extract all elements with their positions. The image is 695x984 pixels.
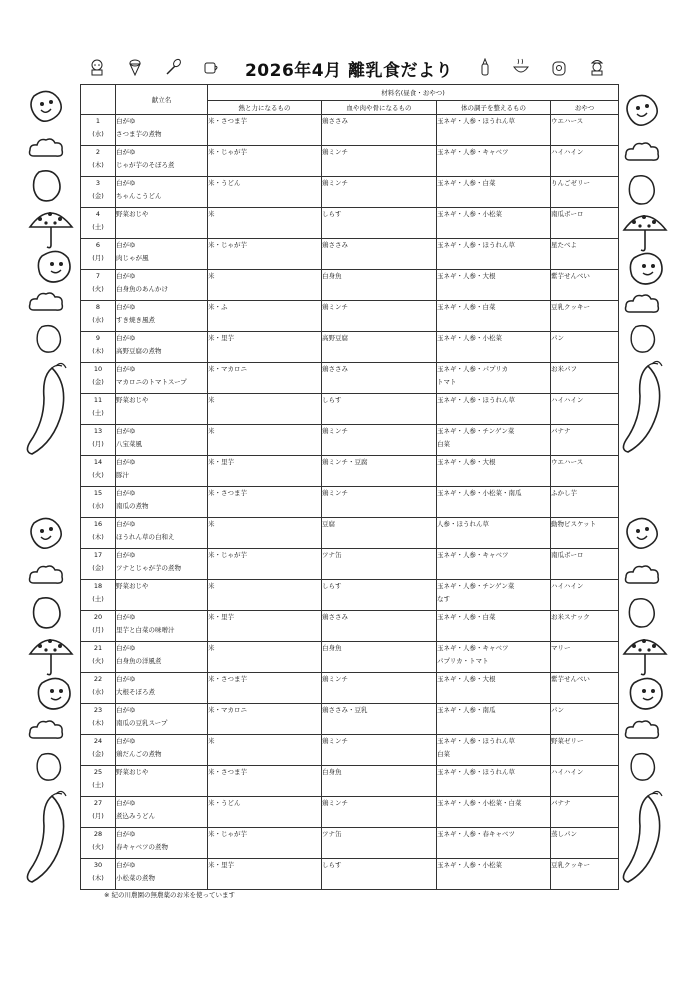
- bean-icon: [30, 168, 64, 204]
- energy-cell: 米・じゃが芋: [208, 146, 322, 177]
- umbrella-icon: [620, 632, 670, 678]
- header-blood: 血や肉や骨になるもの: [322, 101, 437, 115]
- date-cell: [81, 208, 116, 239]
- snack-cell: パン: [551, 704, 619, 735]
- condition-cell: 玉ネギ・人参・白菜: [437, 177, 551, 208]
- day-number: 23: [93, 706, 103, 714]
- day-number: 24: [93, 737, 103, 745]
- condition-cell: 玉ネギ・人参・キャベツ: [437, 549, 551, 580]
- blood-cell: 鶏ささみ: [322, 363, 437, 394]
- bean-character-icon: [622, 515, 662, 555]
- menu-cell: 白がゆ さつま芋の煮物: [116, 115, 208, 146]
- energy-cell: 米: [208, 270, 322, 301]
- date-cell: [81, 301, 116, 332]
- day-number: 30: [93, 861, 103, 869]
- snack-cell: お米パフ: [551, 363, 619, 394]
- day-number: 22: [93, 675, 103, 683]
- menu-cell: 白がゆ 小松菜の煮物: [116, 859, 208, 890]
- menu-cell: 野菜おじや: [116, 208, 208, 239]
- energy-cell: 米: [208, 580, 322, 611]
- condition-cell: 玉ネギ・人参・大根: [437, 673, 551, 704]
- date-cell: [81, 146, 116, 177]
- date-cell: [81, 673, 116, 704]
- table-row: [81, 704, 619, 735]
- day-of-week: (水): [92, 688, 104, 696]
- day-of-week: (金): [92, 192, 104, 200]
- snack-cell: お米スナック: [551, 611, 619, 642]
- day-of-week: (月): [92, 254, 104, 262]
- table-row: [81, 177, 619, 208]
- table-row: [81, 456, 619, 487]
- bowl-icon: [512, 58, 530, 76]
- bean-character-icon: [26, 515, 66, 555]
- condition-cell: 玉ネギ・人参・小松菜: [437, 208, 551, 239]
- energy-cell: 米・うどん: [208, 797, 322, 828]
- header-ingredients: 材料名(昼食・おやつ): [208, 85, 619, 101]
- blood-cell: しらす: [322, 859, 437, 890]
- day-number: 7: [95, 272, 101, 280]
- bean-icon: [626, 595, 658, 631]
- date-cell: [81, 487, 116, 518]
- snack-cell: 南瓜ボーロ: [551, 549, 619, 580]
- table-row: [81, 828, 619, 859]
- day-number: 17: [93, 551, 103, 559]
- day-of-week: (土): [92, 595, 104, 603]
- cloud-icon: [28, 563, 64, 589]
- snack-cell: 蒸しパン: [551, 828, 619, 859]
- snack-cell: バナナ: [551, 797, 619, 828]
- sweet-potato-icon: [618, 360, 668, 460]
- snack-cell: ハイハイン: [551, 766, 619, 797]
- cloud-icon: [622, 718, 662, 744]
- day-number: 20: [93, 613, 103, 621]
- menu-table: [80, 84, 619, 890]
- day-of-week: (木): [92, 874, 104, 882]
- cloud-icon: [26, 718, 66, 744]
- blood-cell: しらす: [322, 580, 437, 611]
- condition-cell: 玉ネギ・人参・ほうれん草: [437, 239, 551, 270]
- table-row: [81, 611, 619, 642]
- table-row: [81, 859, 619, 890]
- blood-cell: 鶏ミンチ・豆腐: [322, 456, 437, 487]
- blood-cell: 鶏ミンチ: [322, 797, 437, 828]
- condition-cell: 玉ネギ・人参・南瓜: [437, 704, 551, 735]
- energy-cell: 米: [208, 518, 322, 549]
- umbrella-icon: [620, 208, 670, 254]
- date-cell: [81, 766, 116, 797]
- page-title: 2026年4月 離乳食だより: [244, 61, 454, 81]
- blood-cell: 鶏ミンチ: [322, 735, 437, 766]
- menu-cell: 野菜おじや: [116, 580, 208, 611]
- snack-cell: バナナ: [551, 425, 619, 456]
- menu-cell: 白がゆ 高野豆腐の煮物: [116, 332, 208, 363]
- blood-cell: 豆腐: [322, 518, 437, 549]
- energy-cell: 米: [208, 425, 322, 456]
- condition-cell: 玉ネギ・人参・小松菜・白菜: [437, 797, 551, 828]
- day-number: 18: [93, 582, 103, 590]
- blood-cell: しらす: [322, 394, 437, 425]
- cloud-icon: [624, 563, 660, 589]
- day-of-week: (月): [92, 440, 104, 448]
- energy-cell: 米・じゃが芋: [208, 828, 322, 859]
- blood-cell: 白身魚: [322, 766, 437, 797]
- cloud-icon: [26, 290, 66, 316]
- date-cell: [81, 797, 116, 828]
- bean-icon: [628, 750, 658, 784]
- energy-cell: 米・さつま芋: [208, 115, 322, 146]
- menu-cell: 白がゆ 肉じゃが風: [116, 239, 208, 270]
- condition-cell: 玉ネギ・人参・ほうれん草: [437, 766, 551, 797]
- bean-icon: [626, 172, 658, 208]
- snack-cell: 野菜ゼリー: [551, 735, 619, 766]
- day-of-week: (木): [92, 533, 104, 541]
- date-cell: [81, 828, 116, 859]
- day-of-week: (木): [92, 347, 104, 355]
- day-of-week: (金): [92, 564, 104, 572]
- condition-cell: 玉ネギ・人参・ほうれん草 白菜: [437, 735, 551, 766]
- day-of-week: (火): [92, 471, 104, 479]
- blood-cell: 白身魚: [322, 270, 437, 301]
- table-row: [81, 301, 619, 332]
- bean-character-icon: [624, 250, 668, 290]
- energy-cell: 米: [208, 642, 322, 673]
- condition-cell: 玉ネギ・人参・パプリカ トマト: [437, 363, 551, 394]
- date-cell: [81, 549, 116, 580]
- menu-cell: 白がゆ 白身魚の洋風煮: [116, 642, 208, 673]
- bean-character-icon: [624, 675, 668, 715]
- snack-cell: ハイハイン: [551, 146, 619, 177]
- menu-cell: 白がゆ 煮込みうどん: [116, 797, 208, 828]
- bean-character-icon: [32, 248, 76, 288]
- table-row: [81, 208, 619, 239]
- day-of-week: (金): [92, 378, 104, 386]
- snack-cell: マリー: [551, 642, 619, 673]
- blood-cell: 鶏ミンチ: [322, 425, 437, 456]
- blood-cell: 鶏ささみ: [322, 239, 437, 270]
- date-cell: [81, 704, 116, 735]
- energy-cell: 米・さつま芋: [208, 673, 322, 704]
- menu-cell: 白がゆ ツナとじゃが芋の煮物: [116, 549, 208, 580]
- day-number: 25: [93, 768, 103, 776]
- sweet-potato-icon: [22, 362, 72, 462]
- menu-cell: 白がゆ 春キャベツの煮物: [116, 828, 208, 859]
- energy-cell: 米・マカロニ: [208, 704, 322, 735]
- table-row: [81, 766, 619, 797]
- blood-cell: 鶏ミンチ: [322, 487, 437, 518]
- table-row: [81, 363, 619, 394]
- day-number: 1: [95, 117, 101, 125]
- blood-cell: しらす: [322, 208, 437, 239]
- energy-cell: 米・里芋: [208, 859, 322, 890]
- menu-cell: 白がゆ 鶏だんごの煮物: [116, 735, 208, 766]
- day-of-week: (水): [92, 130, 104, 138]
- day-number: 8: [95, 303, 101, 311]
- day-of-week: (月): [92, 626, 104, 634]
- day-number: 10: [93, 365, 103, 373]
- day-number: 9: [95, 334, 101, 342]
- day-of-week: (水): [92, 316, 104, 324]
- energy-cell: 米・ふ: [208, 301, 322, 332]
- snack-cell: ウエハース: [551, 115, 619, 146]
- title-bar: [80, 52, 618, 82]
- snack-cell: パン: [551, 332, 619, 363]
- table-row: [81, 580, 619, 611]
- energy-cell: 米・さつま芋: [208, 487, 322, 518]
- menu-cell: 白がゆ 大根そぼろ煮: [116, 673, 208, 704]
- day-of-week: (土): [92, 409, 104, 417]
- snack-cell: 南瓜ボーロ: [551, 208, 619, 239]
- day-of-week: (火): [92, 657, 104, 665]
- date-cell: [81, 394, 116, 425]
- condition-cell: 玉ネギ・人参・白菜: [437, 611, 551, 642]
- blood-cell: 白身魚: [322, 642, 437, 673]
- energy-cell: 米・さつま芋: [208, 766, 322, 797]
- table-row: [81, 146, 619, 177]
- sweet-potato-icon: [618, 790, 668, 890]
- table-row: [81, 642, 619, 673]
- date-cell: [81, 332, 116, 363]
- energy-cell: 米・里芋: [208, 456, 322, 487]
- day-number: 21: [93, 644, 103, 652]
- snack-cell: 豆乳クッキー: [551, 301, 619, 332]
- day-number: 4: [95, 210, 101, 218]
- day-of-week: (水): [92, 502, 104, 510]
- blood-cell: 鶏ささみ: [322, 611, 437, 642]
- blood-cell: 高野豆腐: [322, 332, 437, 363]
- condition-cell: 玉ネギ・人参・キャベツ: [437, 146, 551, 177]
- menu-cell: 白がゆ 白身魚のあんかけ: [116, 270, 208, 301]
- backpack-icon: [550, 58, 568, 76]
- condition-cell: 玉ネギ・人参・白菜: [437, 301, 551, 332]
- day-of-week: (木): [92, 161, 104, 169]
- snack-cell: りんごゼリー: [551, 177, 619, 208]
- date-cell: [81, 270, 116, 301]
- date-cell: [81, 115, 116, 146]
- menu-cell: 白がゆ マカロニのトマトスープ: [116, 363, 208, 394]
- header-menu: 献立名: [116, 85, 208, 115]
- bottle-icon: [476, 58, 494, 76]
- header-condition: 体の調子を整えるもの: [437, 101, 551, 115]
- date-cell: [81, 239, 116, 270]
- table-row: [81, 518, 619, 549]
- energy-cell: 米・うどん: [208, 177, 322, 208]
- day-number: 6: [95, 241, 101, 249]
- sweet-potato-icon: [22, 790, 72, 890]
- bean-icon: [34, 750, 64, 784]
- blood-cell: 鶏ミンチ: [322, 673, 437, 704]
- menu-cell: 白がゆ 八宝菜風: [116, 425, 208, 456]
- day-of-week: (土): [92, 781, 104, 789]
- day-number: 15: [93, 489, 103, 497]
- date-cell: [81, 735, 116, 766]
- menu-cell: 白がゆ 豚汁: [116, 456, 208, 487]
- table-row: [81, 735, 619, 766]
- condition-cell: 玉ネギ・人参・小松菜: [437, 332, 551, 363]
- energy-cell: 米: [208, 208, 322, 239]
- blood-cell: ツナ缶: [322, 549, 437, 580]
- menu-cell: 白がゆ 里芋と白菜の味噌汁: [116, 611, 208, 642]
- snack-cell: ふかし芋: [551, 487, 619, 518]
- condition-cell: 玉ネギ・人参・ほうれん草: [437, 115, 551, 146]
- day-of-week: (火): [92, 843, 104, 851]
- table-row: [81, 425, 619, 456]
- blood-cell: 鶏ミンチ: [322, 146, 437, 177]
- table-row: [81, 115, 619, 146]
- condition-cell: 玉ネギ・人参・キャベツ パプリカ・トマト: [437, 642, 551, 673]
- energy-cell: 米・じゃが芋: [208, 239, 322, 270]
- day-number: 16: [93, 520, 103, 528]
- menu-cell: 白がゆ 南瓜の煮物: [116, 487, 208, 518]
- bean-icon: [34, 322, 64, 356]
- snack-cell: ハイハイン: [551, 580, 619, 611]
- bean-icon: [30, 595, 64, 631]
- date-cell: [81, 642, 116, 673]
- day-of-week: (金): [92, 750, 104, 758]
- blood-cell: 鶏ささみ・豆乳: [322, 704, 437, 735]
- cloud-icon: [624, 140, 660, 166]
- energy-cell: 米: [208, 394, 322, 425]
- condition-cell: 玉ネギ・人参・小松菜: [437, 859, 551, 890]
- day-number: 14: [93, 458, 103, 466]
- blood-cell: 鶏ミンチ: [322, 177, 437, 208]
- menu-cell: 野菜おじや: [116, 766, 208, 797]
- day-number: 13: [93, 427, 103, 435]
- cloud-icon: [622, 292, 662, 318]
- condition-cell: 玉ネギ・人参・春キャベツ: [437, 828, 551, 859]
- bean-character-icon: [622, 92, 662, 132]
- day-of-week: (月): [92, 812, 104, 820]
- date-cell: [81, 518, 116, 549]
- date-cell: [81, 456, 116, 487]
- table-row: [81, 797, 619, 828]
- bean-character-icon: [26, 88, 66, 128]
- day-number: 2: [95, 148, 101, 156]
- table-row: [81, 487, 619, 518]
- snack-cell: 星たべよ: [551, 239, 619, 270]
- energy-cell: 米・マカロニ: [208, 363, 322, 394]
- umbrella-icon: [26, 205, 76, 251]
- snack-cell: ウエハース: [551, 456, 619, 487]
- footnote: ※ 紀の川農園の無農薬のお米を使っています: [104, 891, 236, 899]
- condition-cell: 玉ネギ・人参・チンゲン菜 なす: [437, 580, 551, 611]
- snack-cell: 紫芋せんべい: [551, 270, 619, 301]
- bean-character-icon: [32, 675, 76, 715]
- condition-cell: 人参・ほうれん草: [437, 518, 551, 549]
- snack-cell: 豆乳クッキー: [551, 859, 619, 890]
- menu-cell: 白がゆ 南瓜の豆乳スープ: [116, 704, 208, 735]
- cloud-icon: [28, 136, 64, 162]
- umbrella-icon: [26, 632, 76, 678]
- table-row: [81, 673, 619, 704]
- header-snack: おやつ: [551, 101, 619, 115]
- table-row: [81, 270, 619, 301]
- day-number: 3: [95, 179, 101, 187]
- condition-cell: 玉ネギ・人参・大根: [437, 270, 551, 301]
- date-cell: [81, 177, 116, 208]
- day-number: 28: [93, 830, 103, 838]
- energy-cell: 米・里芋: [208, 611, 322, 642]
- menu-cell: 野菜おじや: [116, 394, 208, 425]
- energy-cell: 米・じゃが芋: [208, 549, 322, 580]
- menu-cell: 白がゆ じゃが芋のそぼろ煮: [116, 146, 208, 177]
- date-cell: [81, 363, 116, 394]
- condition-cell: 玉ネギ・人参・大根: [437, 456, 551, 487]
- menu-cell: 白がゆ ちゃんこうどん: [116, 177, 208, 208]
- bean-icon: [628, 322, 658, 356]
- table-row: [81, 394, 619, 425]
- date-cell: [81, 611, 116, 642]
- day-number: 11: [93, 396, 103, 404]
- table-row: [81, 549, 619, 580]
- date-cell: [81, 580, 116, 611]
- energy-cell: 米: [208, 735, 322, 766]
- condition-cell: 玉ネギ・人参・ほうれん草: [437, 394, 551, 425]
- snack-cell: ハイハイン: [551, 394, 619, 425]
- blood-cell: ツナ缶: [322, 828, 437, 859]
- menu-cell: 白がゆ ほうれん草の白和え: [116, 518, 208, 549]
- blood-cell: 鶏ミンチ: [322, 301, 437, 332]
- snack-cell: 動物ビスケット: [551, 518, 619, 549]
- menu-cell: 白がゆ すき焼き風煮: [116, 301, 208, 332]
- blood-cell: 鶏ささみ: [322, 115, 437, 146]
- cooking-child-icon: [588, 58, 606, 76]
- day-of-week: (火): [92, 285, 104, 293]
- condition-cell: 玉ネギ・人参・チンゲン菜 白菜: [437, 425, 551, 456]
- snack-cell: 紫芋せんべい: [551, 673, 619, 704]
- day-number: 27: [93, 799, 103, 807]
- table-row: [81, 239, 619, 270]
- date-cell: [81, 425, 116, 456]
- header-energy: 熱と力になるもの: [208, 101, 322, 115]
- condition-cell: 玉ネギ・人参・小松菜・南瓜: [437, 487, 551, 518]
- date-cell: [81, 859, 116, 890]
- energy-cell: 米・里芋: [208, 332, 322, 363]
- day-of-week: (土): [92, 223, 104, 231]
- day-of-week: (木): [92, 719, 104, 727]
- table-row: [81, 332, 619, 363]
- header-date: [81, 85, 116, 115]
